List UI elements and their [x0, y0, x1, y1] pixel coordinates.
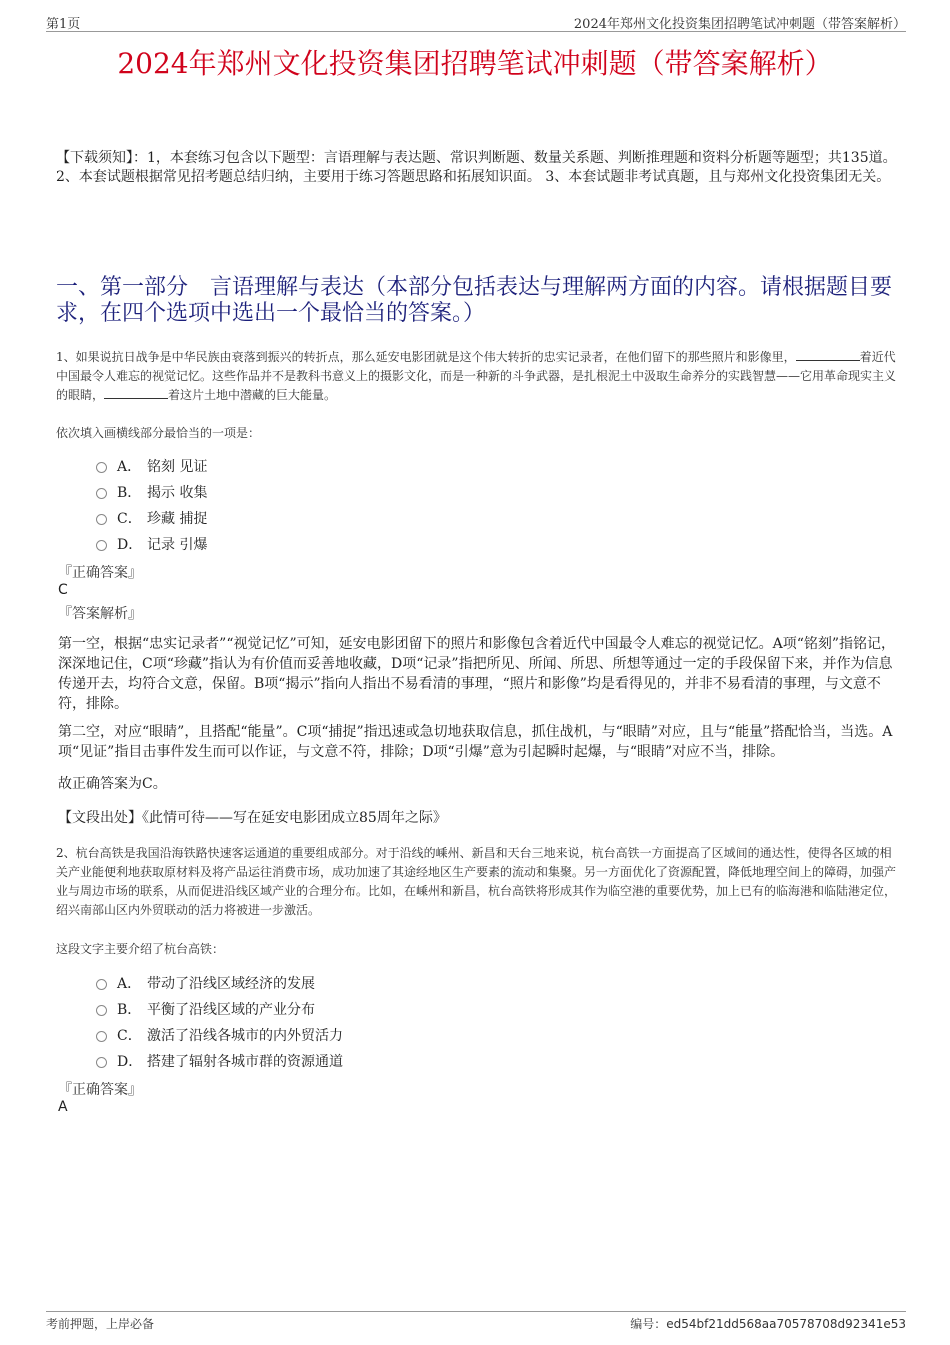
- analysis-paragraph-1: 第一空，根据“忠实记录者”“视觉记忆”可知，延安电影团留下的照片和影像包含着近代中国最令人难忘的视觉记忆。A项“铭刻”指铭记，深深地记住，C项“珍藏”指认为有价值而妥善地收藏，D项“记录”指把所见、所闻、所思、所想等通过一定的手段保留下来，并作为信息传递开去，均符合文意，保留。B项“揭示”指向人指出不易看清的事理，“照片和影像”均是看得见的，并非不易看清的事理，与文意不符，排除。: [58, 636, 896, 712]
- document-title: 2024年郑州文化投资集团招聘笔试冲刺题（带答案解析）: [117, 47, 833, 80]
- radio-icon[interactable]: [96, 462, 107, 473]
- question-1-text: [56, 348, 898, 405]
- question-1-text-part-b: 着近代中国最令人难忘的视觉记忆。这些作品并不是教科书意义上的摄影文化，而是一种新的斗争武器，是扎根泥土中汲取生命养分的实践智慧——它用革命现实主义的眼睛，: [56, 350, 897, 402]
- option-text: 激活了沿线各城市的内外贸活力: [147, 1028, 343, 1044]
- option-c[interactable]: [96, 505, 207, 531]
- radio-icon[interactable]: [96, 1005, 107, 1016]
- option-c[interactable]: [96, 1022, 343, 1048]
- section-heading: 一、第一部分 言语理解与表达（本部分包括表达与理解两方面的内容。请根据题目要求，在四个选项中选出一个最恰当的答案。）: [56, 275, 893, 326]
- analysis-paragraph-2: 第二空，对应“眼睛”，且搭配“能量”。C项“捕捉”指迅速或急切地获取信息，抓住战机，与“眼睛”对应，且与“能量”搭配恰当，当选。A项“见证”指目击事件发生而可以作证，与文意不符，排除；D项“引爆”意为引起瞬时起爆，与“眼睛”对应不当，排除。: [58, 724, 893, 760]
- option-letter: B．: [117, 1002, 142, 1018]
- option-text: 平衡了沿线区域的产业分布: [147, 1002, 315, 1018]
- answer-value: C: [58, 582, 68, 598]
- fill-blank-1: [796, 349, 860, 361]
- question-2-prompt: 这段文字主要介绍了杭台高铁：: [56, 942, 225, 956]
- footer-divider: [46, 1311, 906, 1312]
- header-divider: [46, 31, 906, 32]
- answer-label: 『正确答案』: [58, 565, 142, 581]
- question-2-text: 2、杭台高铁是我国沿海铁路快速客运通道的重要组成部分。对于沿线的嵊州、新昌和天台三地来说，杭台高铁一方面提高了区域间的通达性，使得各区域的相关产业能便利地获取原材料及将产品运往消费市场，成功加速了其途经地区生产要素的流动和集聚。另一方面优化了资源配置，降低地理空间上的障碍，加强产业与周边市场的联系，从而促进沿线区域产业的合理分布。比如，在嵊州和新昌，杭台高铁将形成其作为临空港的重要优势，加上已有的临海港和临陆港定位，绍兴南部山区内外贸联动的活力将被进一步激活。: [56, 846, 897, 917]
- download-notice: 【下载须知】：1，本套练习包含以下题型：言语理解与表达题、常识判断题、数量关系题、判断推理题和资料分析题等题型；共135道。 2、本套试题根据常见招考题总结归纳，主要用于练习答题思路和拓展知识面。 3、本套试题非考试真题，且与郑州文化投资集团无关。: [56, 150, 897, 185]
- fill-blank-2: [104, 387, 168, 399]
- question-1-text-part-c: 着这片土地中潜藏的巨大能量。: [168, 388, 337, 402]
- analysis-label: 『答案解析』: [58, 606, 142, 622]
- question-2-options: [96, 970, 343, 1074]
- answer-label: 『正确答案』: [58, 1082, 142, 1098]
- option-b[interactable]: [96, 996, 343, 1022]
- option-letter: D．: [117, 1054, 143, 1070]
- page-number: 第1页: [46, 17, 81, 32]
- question-1-text-part-a: 1、如果说抗日战争是中华民族由衰落到振兴的转折点，那么延安电影团就是这个伟大转折的忠实记录者，在他们留下的那些照片和影像里，: [56, 350, 796, 364]
- option-text: 铭刻 见证: [147, 459, 208, 475]
- radio-icon[interactable]: [96, 514, 107, 525]
- option-a[interactable]: [96, 453, 207, 479]
- option-letter: D．: [117, 537, 143, 553]
- option-letter: B．: [117, 485, 142, 501]
- option-text: 珍藏 捕捉: [147, 511, 208, 527]
- option-d[interactable]: [96, 531, 207, 557]
- radio-icon[interactable]: [96, 979, 107, 990]
- running-header-title: 2024年郑州文化投资集团招聘笔试冲刺题（带答案解析）: [573, 17, 906, 32]
- radio-icon[interactable]: [96, 488, 107, 499]
- footer-code-value: ed54bf21dd568aa70578708d92341e53: [666, 1317, 906, 1331]
- footer-slogan: 考前押题，上岸必备: [46, 1317, 155, 1331]
- radio-icon[interactable]: [96, 540, 107, 551]
- option-letter: C．: [117, 1028, 142, 1044]
- analysis-paragraph-3: 故正确答案为C。: [58, 776, 167, 792]
- option-letter: A．: [117, 459, 142, 475]
- option-text: 揭示 收集: [147, 485, 208, 501]
- footer-code-label: 编号：: [630, 1317, 667, 1331]
- question-1-prompt: 依次填入画横线部分最恰当的一项是：: [56, 426, 261, 440]
- option-text: 带动了沿线区域经济的发展: [147, 976, 315, 992]
- option-text: 记录 引爆: [147, 537, 208, 553]
- footer-code: [630, 1315, 906, 1332]
- radio-icon[interactable]: [96, 1057, 107, 1068]
- option-text: 搭建了辐射各城市群的资源通道: [147, 1054, 343, 1070]
- option-d[interactable]: [96, 1048, 343, 1074]
- answer-value: A: [58, 1099, 68, 1115]
- radio-icon[interactable]: [96, 1031, 107, 1042]
- question-1-options: [96, 453, 207, 557]
- option-letter: A．: [117, 976, 142, 992]
- option-a[interactable]: [96, 970, 343, 996]
- option-b[interactable]: [96, 479, 207, 505]
- source-citation: 【文段出处】《此情可待——写在延安电影团成立85周年之际》: [58, 810, 447, 826]
- option-letter: C．: [117, 511, 142, 527]
